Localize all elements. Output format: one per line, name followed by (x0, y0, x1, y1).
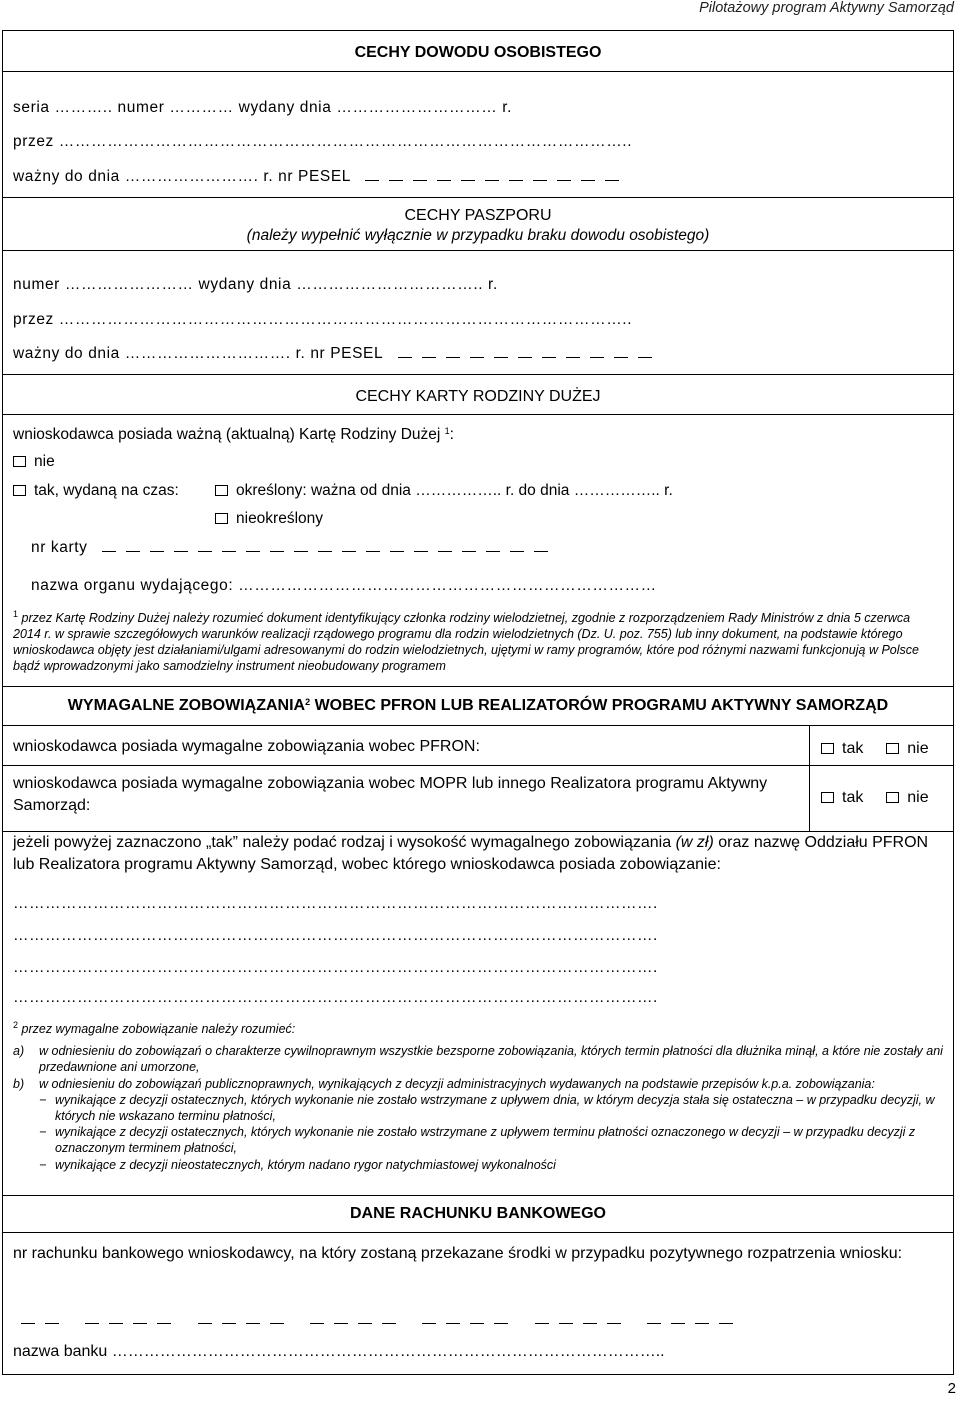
card-number-line (31, 539, 558, 557)
passport-validity-label[interactable]: ważny do dnia …………………………. r. nr PESEL (13, 345, 383, 362)
divider (3, 1232, 953, 1233)
divider (3, 686, 953, 687)
obligations-instruction: jeżeli powyżej zaznaczono „tak” należy podać rodzaj i wysokość wymagalnego zobowiązania (w zł) oraz nazwę Oddziału PFRON lub Realizatora programu Aktywny Samorząd, wobec którego wnioskodawca posiada zobowiązanie: (13, 834, 929, 873)
footnote-2: $^2$ przez wymagalne zobowiązanie należy rozumieć: a) w odniesieniu do zobowiązań o charakterze cywilnoprawnym wszystkie bezsporne zobowiązania, których termin płatności dla dłużnika minął, a które nie zostały ani przedawnione ani umorzone, b) w odniesieniu do zobowiązań publicznoprawnych, wynikających z decyzji administracyjnych wydawanych na podstawie przepisów k.p.a. zobowiązania: − wynikające z decyzji ostatecznych, których wykonanie nie zostało wstrzymane z upływem dnia, w którym decyzja stała się ostateczna – w przypadku decyzji, w których nie wskazano terminu płatności, − wynikające z decyzji ostatecznych, których wykonanie nie zostało wstrzymane z upływem terminu płatności oznaczonego w decyzji – w przypadku decyzji z oznaczonym terminem płatności, − wynikające z decyzji nieostatecznych, którym nadano rygor natychmiastowej wykonalności (13, 1020, 943, 1172)
option-yes[interactable]: tak, wydaną na czas: (13, 482, 179, 500)
pesel-boxes[interactable] (365, 168, 629, 185)
divider (3, 374, 953, 375)
passport-validity-line (13, 345, 662, 363)
obligation-detail-line-4[interactable]: …………………………………………………………………………………………………………. (13, 989, 658, 1006)
obligation-detail-line-3[interactable]: …………………………………………………………………………………………………………. (13, 959, 658, 976)
issuer-name-line[interactable]: nazwa organu wydającego: …………………………………………………………………… (31, 577, 657, 594)
id-card-issuer-line[interactable]: przez …………………………………………………………………………………………….. (13, 133, 633, 150)
divider (3, 765, 953, 766)
checkbox-pfron-no[interactable] (886, 743, 899, 754)
mopr-answer[interactable]: tak nie (821, 789, 929, 807)
obligation-pfron-question: wnioskodawca posiada wymagalne zobowiązania wobec PFRON: (13, 738, 480, 755)
divider (3, 414, 953, 415)
card-number-label: nr karty (31, 539, 88, 556)
option-defined[interactable]: określony: ważna od dnia …………….. r. do dnia …………….. r. (215, 482, 673, 500)
checkbox-indefinite[interactable] (215, 513, 228, 524)
passport-title: CECHY PASZPORU (404, 207, 552, 224)
bank-title: DANE RACHUNKU BANKOWEGO (350, 1205, 606, 1222)
checkbox-mopr-yes[interactable] (821, 792, 834, 803)
option-indefinite[interactable]: nieokreślony (215, 510, 323, 528)
divider (3, 71, 953, 72)
divider (3, 250, 953, 251)
bank-account-boxes[interactable] (21, 1311, 743, 1329)
page-number: 2 (947, 1380, 956, 1397)
pfron-answer[interactable]: tak nie (821, 740, 929, 758)
passport-subtitle: (należy wypełnić wyłącznie w przypadku braku dowodu osobistego) (246, 227, 710, 244)
id-card-validity-line (13, 168, 629, 186)
divider (3, 197, 953, 198)
id-card-title: CECHY DOWODU OSOBISTEGO (354, 44, 602, 61)
pesel-boxes[interactable] (398, 345, 662, 362)
obligations-title: WYMAGALNE ZOBOWIĄZANIA$^2$ WOBEC PFRON LUB REALIZATORÓW PROGRAMU AKTYWNY SAMORZĄD (67, 697, 889, 714)
form-frame (2, 30, 954, 1375)
family-card-question: wnioskodawca posiada ważną (aktualną) Kartę Rodziny Dużej $^1$: (13, 426, 454, 443)
passport-issuer-line[interactable]: przez …………………………………………………………………………………………….. (13, 311, 633, 328)
bank-account-description: nr rachunku bankowego wnioskodawcy, na który zostaną przekazane środki w przypadku pozytywnego rozpatrzenia wniosku: (13, 1245, 903, 1262)
checkbox-yes[interactable] (13, 485, 26, 496)
option-no[interactable]: nie (13, 453, 55, 471)
obligation-detail-line-1[interactable]: …………………………………………………………………………………………………………. (13, 895, 658, 912)
id-card-validity-label[interactable]: ważny do dnia ……………………. r. nr PESEL (13, 168, 351, 185)
checkbox-defined[interactable] (215, 485, 228, 496)
divider-vertical (809, 725, 810, 832)
id-card-series-line[interactable]: seria ……….. numer ………… wydany dnia ………………………… r. (13, 99, 513, 116)
checkbox-mopr-no[interactable] (886, 792, 899, 803)
family-card-title: CECHY KARTY RODZINY DUŻEJ (355, 388, 601, 405)
program-header: Pilotażowy program Aktywny Samorząd (699, 0, 954, 16)
passport-number-line[interactable]: numer …………………… wydany dnia …………………………….. r. (13, 276, 498, 293)
divider (3, 725, 953, 726)
divider (3, 1195, 953, 1196)
checkbox-no[interactable] (13, 456, 26, 467)
checkbox-pfron-yes[interactable] (821, 743, 834, 754)
obligation-detail-line-2[interactable]: …………………………………………………………………………………………………………. (13, 927, 658, 944)
card-number-boxes[interactable] (102, 539, 558, 556)
footnote-1: $^1$ przez Kartę Rodziny Dużej należy rozumieć dokument identyfikujący członka rodziny wielodzietnej, zgodnie z rozporządzeniem Rady Ministrów z dnia 5 czerwca 2014 r. w sprawie szczegółowych warunków realizacji rządowego programu dla rodzin wielodzietnych (Dz. U. poz. 755) lub inny dokument, na podstawie którego wnioskodawca objęty jest działaniami/ulgami adresowanymi do rodzin wielodzietnych, ujętymi w ramy programów, które pod różnymi nazwami funkcjonują w Polsce bądź wprowadzonymi jako samodzielny instrument nieobudowany programem (13, 609, 919, 673)
bank-name-line[interactable]: nazwa banku ………………………………………………………………………………………….. (13, 1343, 665, 1360)
obligation-mopr-question: wnioskodawca posiada wymagalne zobowiązania wobec MOPR lub innego Realizatora programu Aktywny Samorząd: (13, 775, 768, 814)
